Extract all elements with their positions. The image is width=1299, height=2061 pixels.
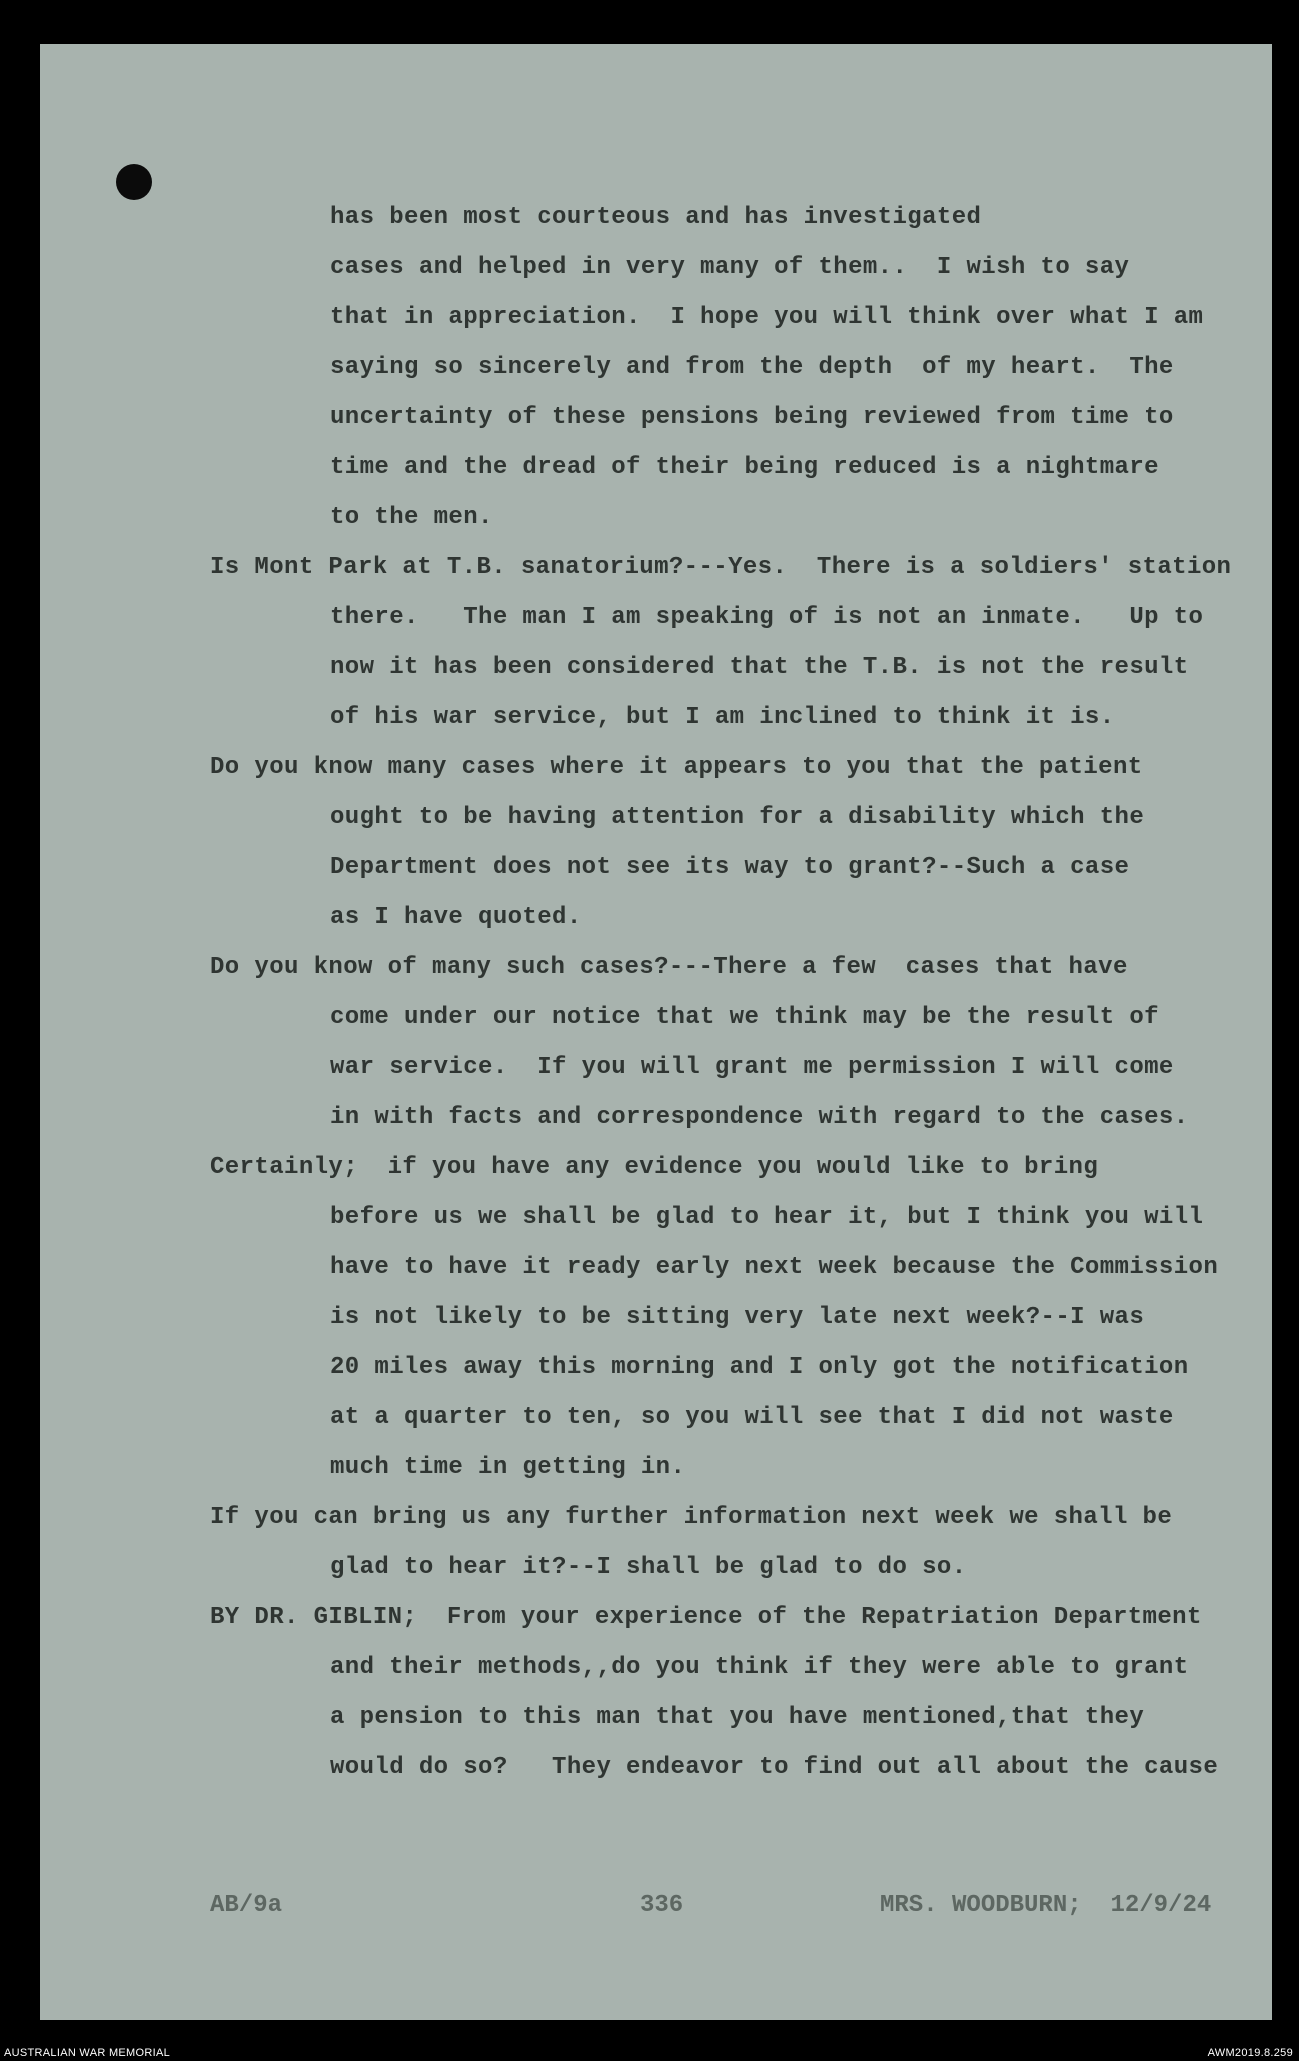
text-line: there. The man I am speaking of is not an inmate. Up to [330,604,1204,631]
text-line: ought to be having attention for a disability which the [330,804,1145,831]
text-line: If you can bring us any further information next week we shall be [210,1504,1173,1531]
text-line: would do so? They endeavor to find out all about the cause [330,1754,1219,1781]
text-line: a pension to this man that you have mentioned,that they [330,1704,1145,1731]
text-line: as I have quoted. [330,904,582,931]
footer-reference: AB/9a [210,1892,283,1919]
text-line: Is Mont Park at T.B. sanatorium?---Yes. There is a soldiers' station [210,554,1232,581]
text-line: BY DR. GIBLIN; From your experience of the Repatriation Department [210,1604,1202,1631]
text-line: at a quarter to ten, so you will see that I did not waste [330,1404,1174,1431]
text-line: Do you know of many such cases?---There a few cases that have [210,954,1128,981]
text-line: of his war service, but I am inclined to think it is. [330,704,1115,731]
text-line: glad to hear it?--I shall be glad to do so. [330,1554,967,1581]
punch-hole [116,164,152,200]
text-line: has been most courteous and has investigated [330,204,982,231]
document-page [40,44,1272,2020]
text-line: much time in getting in. [330,1454,686,1481]
archive-caption-left: AUSTRALIAN WAR MEMORIAL [4,2047,171,2059]
text-line: and their methods,,do you think if they were able to grant [330,1654,1189,1681]
text-line: uncertainty of these pensions being reviewed from time to [330,404,1174,431]
text-line: 20 miles away this morning and I only got the notification [330,1354,1189,1381]
text-line: Certainly; if you have any evidence you would like to bring [210,1154,1099,1181]
text-line: come under our notice that we think may be the result of [330,1004,1159,1031]
text-line: before us we shall be glad to hear it, but I think you will [330,1204,1204,1231]
text-line: saying so sincerely and from the depth of my heart. The [330,354,1174,381]
text-line: is not likely to be sitting very late next week?--I was [330,1304,1145,1331]
text-line: to the men. [330,504,493,531]
footer-page-number: 336 [640,1892,684,1919]
text-line: in with facts and correspondence with regard to the cases. [330,1104,1189,1131]
footer-witness-date: MRS. WOODBURN; 12/9/24 [880,1892,1212,1919]
text-line: war service. If you will grant me permission I will come [330,1054,1174,1081]
text-line: cases and helped in very many of them.. I wish to say [330,254,1130,281]
text-line: Department does not see its way to grant?--Such a case [330,854,1130,881]
text-line: that in appreciation. I hope you will think over what I am [330,304,1204,331]
text-line: time and the dread of their being reduced is a nightmare [330,454,1159,481]
archive-caption-right: AWM2019.8.259 [1207,2047,1293,2059]
text-line: Do you know many cases where it appears to you that the patient [210,754,1143,781]
text-line: have to have it ready early next week because the Commission [330,1254,1219,1281]
text-line: now it has been considered that the T.B. is not the result [330,654,1189,681]
